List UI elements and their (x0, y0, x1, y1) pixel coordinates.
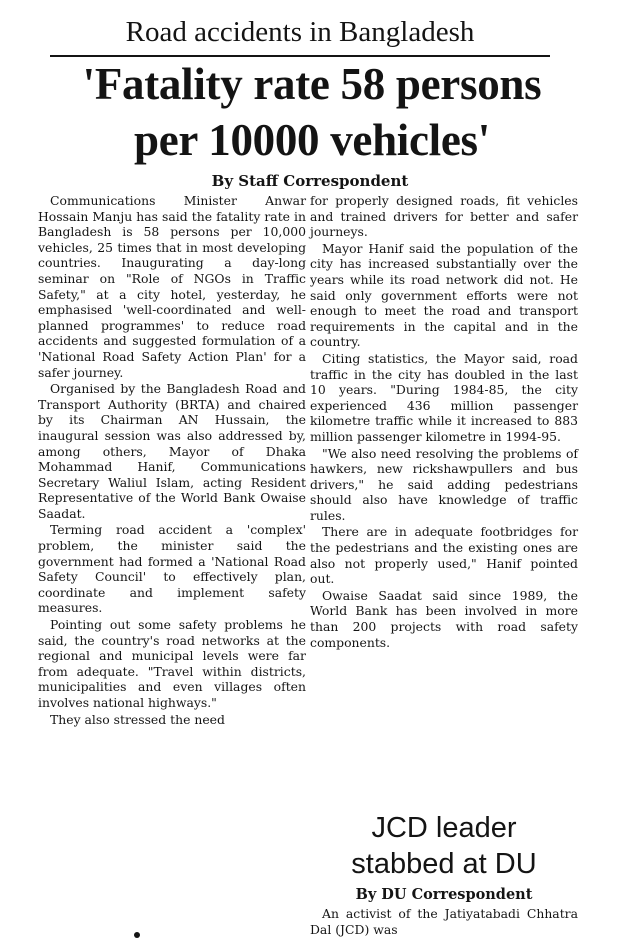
second-story-headline-line-2: stabbed at DU (351, 848, 537, 880)
paragraph: Mayor Hanif said the population of the city has increased substantially over the years while its road network did not. He said only government efforts were not enough to meet the road and transport requirements in the capital and in the country. (310, 240, 578, 350)
paragraph: There are in adequate footbridges for the pedestrians and the existing ones are also not properly used," Hanif pointed out. (310, 524, 578, 587)
paragraph: Terming road accident a 'complex' problem, the minister said the government had formed a 'National Road Safety Council' to effectively plan, coordinate and implement safety measures. (38, 522, 306, 616)
paragraph: "We also need resolving the problems of hawkers, new rickshawpullers and bus drivers," he said adding pedestrians should also have knowledge of traffic rules. (310, 445, 578, 523)
paragraph: for properly designed roads, fit vehicles and trained drivers for better and safer journeys. (310, 193, 578, 240)
paragraph: Pointing out some safety problems he said, the country's road networks at the regional and municipal levels were far from adequate. "Travel within districts, municipalities and even villages often involves national highways." (38, 617, 306, 710)
second-story-headline-line-1: JCD leader (371, 812, 517, 844)
paragraph: Communications Minister Anwar Hossain Manju has said the fatality rate in Bangladesh is 58 persons per 10,000 vehicles, 25 times that in most developing countries. Inaugurating a day-long seminar on "Role of NGOs in Traffic Safety," at a city hotel, yesterday, he emphasised 'well-coordinated and well-planned programmes' to reduce road accidents and suggested formulation of a 'National Road Safety Action Plan' for a safer journey. (38, 193, 306, 380)
paragraph: They also stressed the need (50, 711, 225, 727)
paragraph: Owaise Saadat said since 1989, the World Bank has been involved in more than 200 projects with road safety components. (310, 587, 578, 650)
paragraph: Organised by the Bangladesh Road and Transport Authority (BRTA) and chaired by its Chairman AN Hussain, the inaugural session was also addressed by, among others, Mayor of Dhaka Mohammad Hanif, Communications Secretary Waliul Islam, acting Resident Representative of the World Bank Owaise Saadat. (38, 381, 306, 521)
second-story-byline: By DU Correspondent (355, 886, 533, 903)
article-right-column (310, 193, 578, 651)
headline-line-1: 'Fatality rate 58 persons (82, 59, 542, 109)
column-end-dot (134, 932, 140, 938)
second-story-headline (310, 810, 578, 882)
byline: By Staff Correspondent (211, 172, 409, 190)
paragraph: Citing statistics, the Mayor said, road traffic in the city has doubled in the last 10 years. "During 1984-85, the city experienced 436 million passenger kilometre traffic while it increased to 883 million passenger kilometre in 1994-95. (310, 350, 578, 444)
article-left-column (38, 193, 306, 728)
section-kicker: Road accidents in Bangladesh (125, 16, 475, 48)
headline-line-2: per 10000 vehicles' (134, 115, 490, 165)
second-story-text: An activist of the Jatiyatabadi Chhatra Dal (JCD) was (310, 906, 578, 937)
